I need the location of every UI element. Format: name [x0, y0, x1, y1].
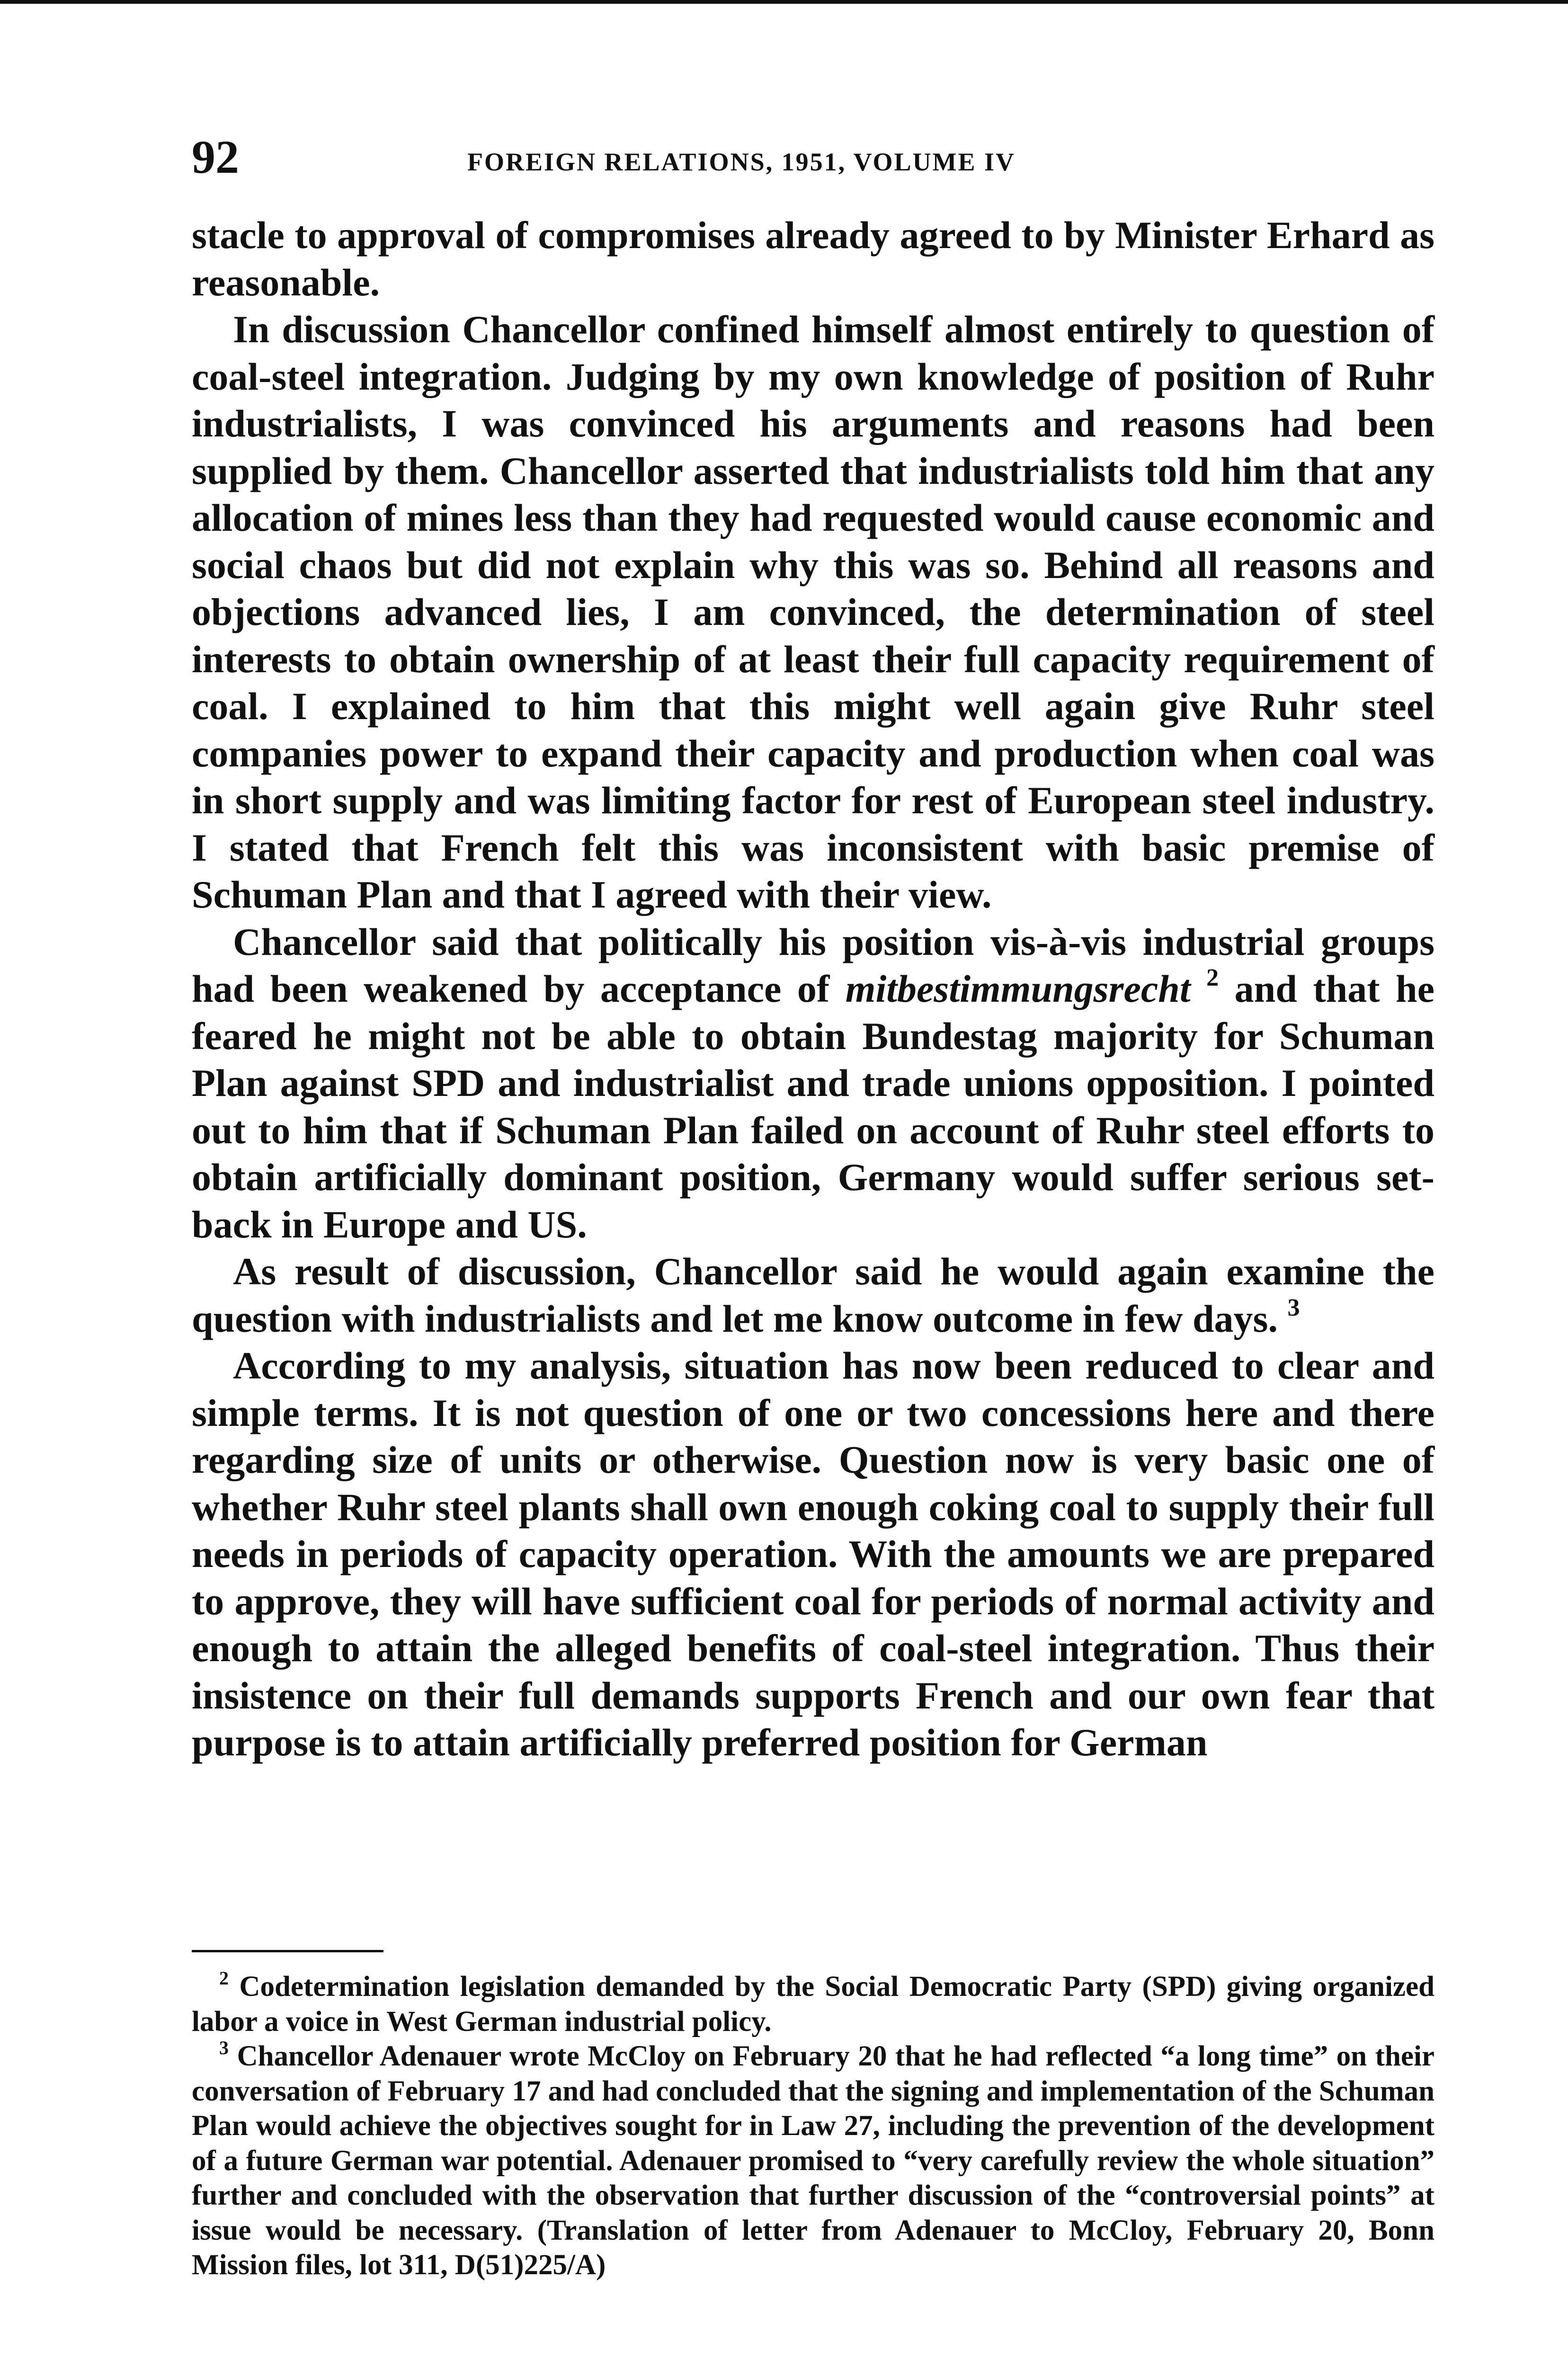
paragraph-3-text-a: Chancellor said that politically his position vis-à-vis industrial groups had been weakened by acceptance of — [192, 920, 1434, 1010]
footnote-2-number: 2 — [219, 1967, 229, 1989]
footnote-2-text: Codetermination legislation demanded by the Social Democratic Party (SPD) giving organized labor a voice in West German industrial policy. — [192, 1971, 1434, 2038]
paragraph-5: According to my analysis, situation has now been reduced to clear and simple terms. It is not question of one or two concessions here and there regarding size of units or otherwise. Question now is very basic one of whether Ruhr steel plants shall own enough coking coal to supply their full needs in periods of capacity operation. With the amounts we are prepared to approve, they will have sufficient coal for periods of normal activity and enough to attain the alleged benefits of coal-steel integration. Thus their insistence on their full demands supports French and our own fear that purpose is to attain artificially preferred position for German — [192, 1344, 1434, 1764]
italic-term: mitbestimmungsrecht — [845, 967, 1191, 1010]
footnote-ref-3: 3 — [1287, 1294, 1300, 1321]
paragraph-4-text: As result of discussion, Chancellor said he would again examine the question with industrialists and let me know outcome in few days. — [192, 1250, 1434, 1340]
running-head: FOREIGN RELATIONS, 1951, VOLUME IV — [467, 148, 1016, 176]
body-text — [192, 212, 1434, 1766]
paragraph-4 — [192, 1248, 1434, 1342]
paragraph-3-text-b: and that he feared he might not be able to obtain Bundestag majority for Schuman Plan against SPD and industrialist and trade unions opposition. I pointed out to him that if Schuman Plan failed on account of Ruhr steel efforts to obtain artificially dominant position, Germany would suffer serious set-back in Europe and US. — [192, 967, 1435, 1246]
footnote-3-text: Chancellor Adenauer wrote McCloy on February 20 that he had reflected “a long time” on their conversation of February 17 and had concluded that the signing and implementation of the Schuman Plan would achieve the objectives sought for in Law 27, including the prevention of the development of a future German war potential. Adenauer promised to “very carefully review the whole situation” further and concluded with the observation that further discussion of the “controversial points” at issue would be necessary. (Translation of letter from Adenauer to McCloy, February 20, Bonn Mission files, lot 311, D(51)225/A) — [192, 2040, 1434, 2281]
footnote-2 — [192, 1969, 1434, 2039]
paragraph-3 — [192, 918, 1434, 1248]
footnote-divider — [192, 1950, 383, 1952]
page-header — [192, 129, 1434, 186]
page-number: 92 — [192, 131, 239, 183]
paragraph-1: stacle to approval of compromises already agreed to by Minister Erhard as reasonable. — [192, 214, 1434, 304]
footnotes — [192, 1969, 1434, 2283]
footnote-3-number: 3 — [219, 2037, 229, 2058]
paragraph-2: In discussion Chancellor confined himself almost entirely to question of coal-steel integration. Judging by my own knowledge of position of Ruhr industrialists, I was convinced his arguments and reasons had been supplied by them. Chancellor asserted that industrialists told him that any allocation of mines less than they had requested would cause economic and social chaos but did not explain why this was so. Behind all reasons and objections advanced lies, I am convinced, the determination of steel interests to obtain ownership of at least their full capacity requirement of coal. I explained to him that this might well again give Ruhr steel companies power to expand their capacity and production when coal was in short supply and was limiting factor for rest of European steel industry. I stated that French felt this was inconsistent with basic premise of Schuman Plan and that I agreed with their view. — [192, 308, 1434, 916]
footnote-3 — [192, 2039, 1434, 2283]
footnote-ref-2: 2 — [1206, 964, 1219, 992]
scan-top-border — [0, 0, 1568, 4]
